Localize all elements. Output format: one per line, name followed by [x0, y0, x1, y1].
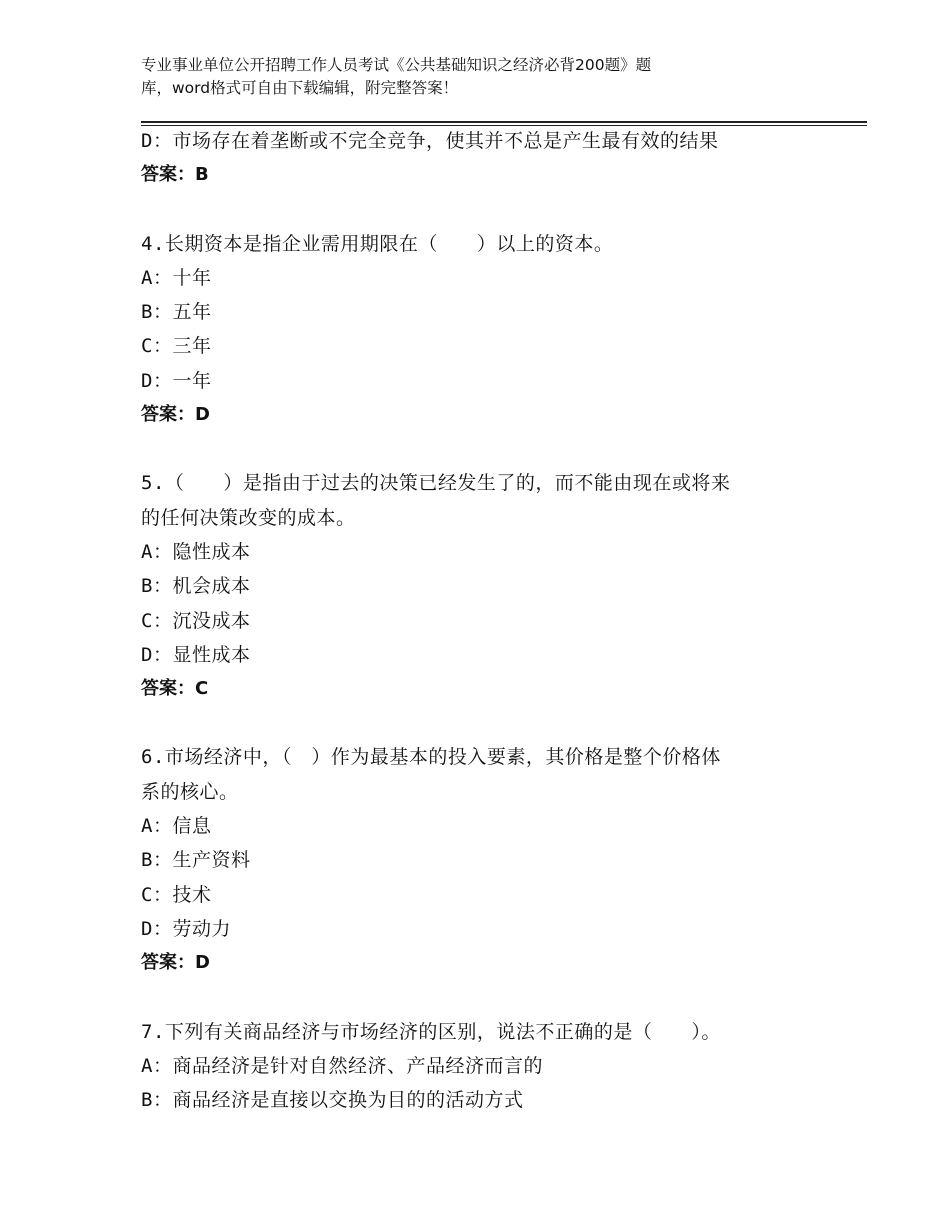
- option-a: A：隐性成本: [141, 540, 251, 563]
- header-rule-thick: [141, 121, 867, 123]
- option-c: C：技术: [141, 883, 212, 906]
- option-a: A：信息: [141, 815, 212, 838]
- question-block-5: [141, 466, 821, 706]
- document-header: [141, 54, 781, 100]
- option-d: D：显性成本: [141, 643, 251, 666]
- answer-label: 答案：D: [141, 952, 210, 974]
- option-b: B：机会成本: [141, 575, 251, 598]
- option-b: B：商品经济是直接以交换为目的的活动方式: [141, 1089, 524, 1112]
- question-block-3: [141, 124, 821, 193]
- question-list: [141, 124, 821, 1117]
- answer-label: 答案：C: [141, 678, 209, 700]
- question-block-4: [141, 227, 821, 433]
- option-a: A：十年: [141, 266, 212, 289]
- question-block-6: [141, 740, 821, 980]
- question-block-7: [141, 1015, 821, 1118]
- question-text-continued: 系的核心。: [141, 780, 239, 803]
- question-text-continued: 的任何决策改变的成本。: [141, 506, 356, 529]
- answer-label: 答案：D: [141, 404, 210, 426]
- option-c: C：三年: [141, 335, 212, 358]
- block-spacer: [141, 193, 821, 227]
- answer-label: 答案：B: [141, 164, 209, 186]
- block-spacer: [141, 706, 821, 740]
- question-text: 5.（ ）是指由于过去的决策已经发生了的，而不能由现在或将来: [141, 472, 731, 495]
- header-title-line-1: 专业事业单位公开招聘工作人员考试《公共基础知识之经济必背200题》题: [141, 56, 652, 74]
- option-c: C：沉没成本: [141, 609, 251, 632]
- question-text: 6.市场经济中，（ ）作为最基本的投入要素，其价格是整个价格体: [141, 746, 721, 769]
- option-d: D：劳动力: [141, 917, 231, 940]
- option-b: B：五年: [141, 301, 212, 324]
- block-spacer: [141, 432, 821, 466]
- option-d: D：市场存在着垄断或不完全竞争，使其并不总是产生最有效的结果: [141, 130, 719, 152]
- header-title-line-2: 库，word格式可自由下载编辑，附完整答案！: [141, 79, 459, 97]
- question-text: 4.长期资本是指企业需用期限在（ ）以上的资本。: [141, 232, 614, 255]
- block-spacer: [141, 981, 821, 1015]
- option-a: A：商品经济是针对自然经济、产品经济而言的: [141, 1054, 543, 1077]
- option-b: B：生产资料: [141, 849, 251, 872]
- option-d: D：一年: [141, 369, 212, 392]
- question-text: 7.下列有关商品经济与市场经济的区别，说法不正确的是（ ）。: [141, 1020, 721, 1043]
